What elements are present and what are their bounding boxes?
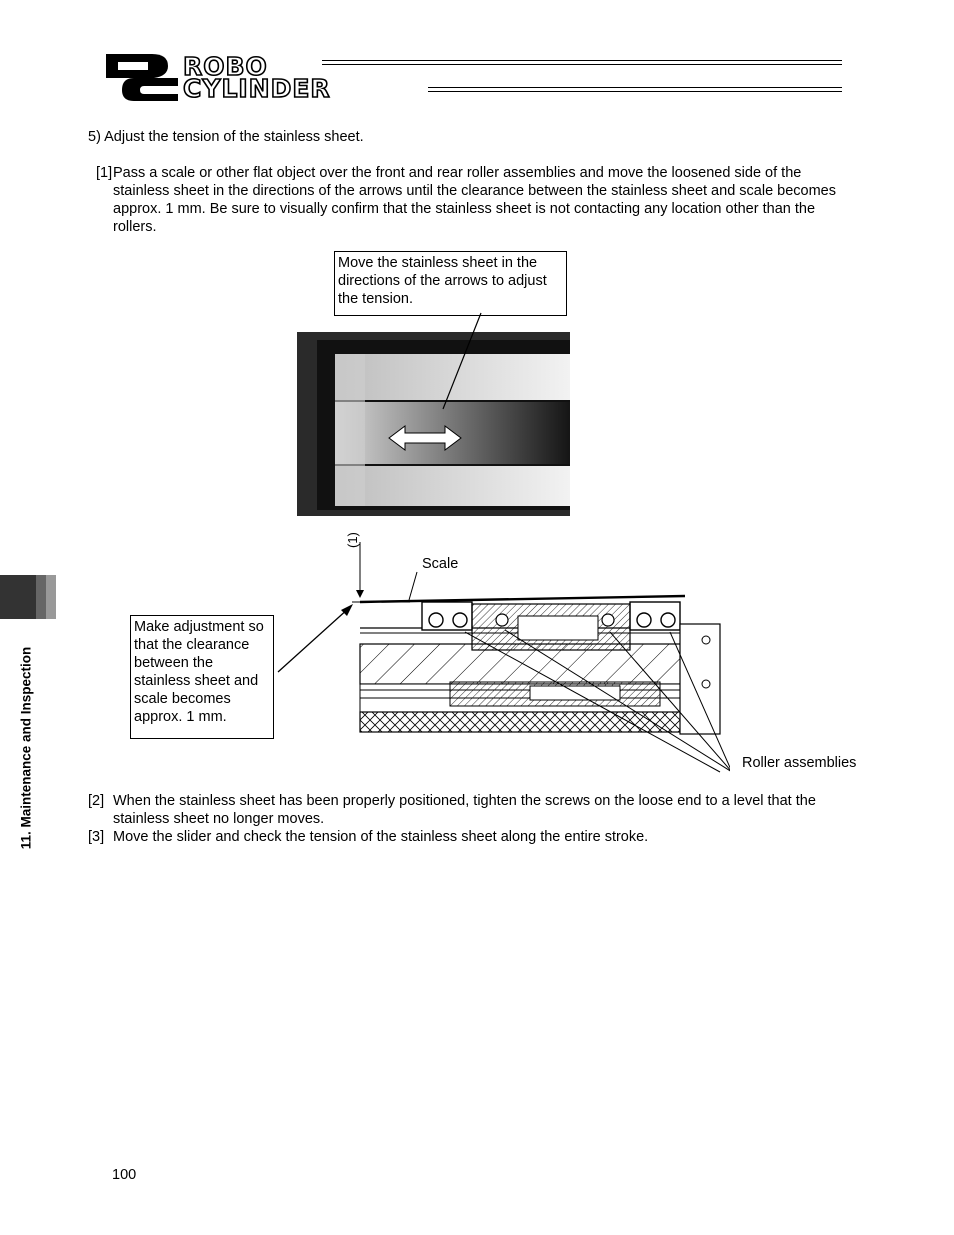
photo-callout: Move the stainless sheet in the directions of the arrows to adjust the tension. (334, 251, 567, 316)
cross-section-diagram (340, 540, 730, 780)
item-text: Pass a scale or other flat object over the front and rear roller assemblies and move the loosened side of the stainless sheet in the directions of the arrows until the clearance between the stainless sheet and scale becomes approx. 1 mm. Be sure to visually confirm that the stainless sheet is not contacting any location other than the rollers. (113, 165, 836, 235)
side-tab-block-light (46, 575, 56, 619)
scale-label: Scale (422, 556, 459, 572)
side-tab-block-mid (36, 575, 46, 619)
step-heading: 5) Adjust the tension of the stainless sheet. (88, 129, 364, 145)
chapter-label: 11. Maintenance and Inspection (18, 646, 34, 850)
step-marker: [3] (88, 829, 105, 845)
step-marker: [2] (88, 793, 105, 809)
clearance-callout: Make adjustment so that the clearance between the stainless sheet and scale becomes approx. 1 mm. (130, 615, 274, 739)
step-text: When the stainless sheet has been properly positioned, tighten the screws on the loose end to a level that the stainless sheet no longer moves. (113, 793, 816, 827)
scale-leader-line (405, 570, 419, 604)
step-text: Move the slider and check the tension of the stainless sheet along the entire stroke. (113, 829, 649, 845)
dimension-label: (1) (345, 532, 360, 548)
side-tab-block (0, 575, 36, 619)
rc-logo-mark (104, 52, 180, 102)
header-rule-bottom (428, 87, 842, 92)
page-number: 100 (112, 1167, 137, 1183)
logo-word-robo: ROBO (183, 52, 268, 81)
item-marker: [1] (96, 165, 113, 181)
logo-word-cylinder: CYLINDER (183, 74, 331, 103)
clearance-arrow (275, 600, 357, 676)
header-rule-top (322, 60, 842, 65)
stainless-sheet-photo (297, 332, 570, 516)
rollers-label: Roller assemblies (742, 755, 857, 771)
photo-leader-line (440, 312, 490, 412)
